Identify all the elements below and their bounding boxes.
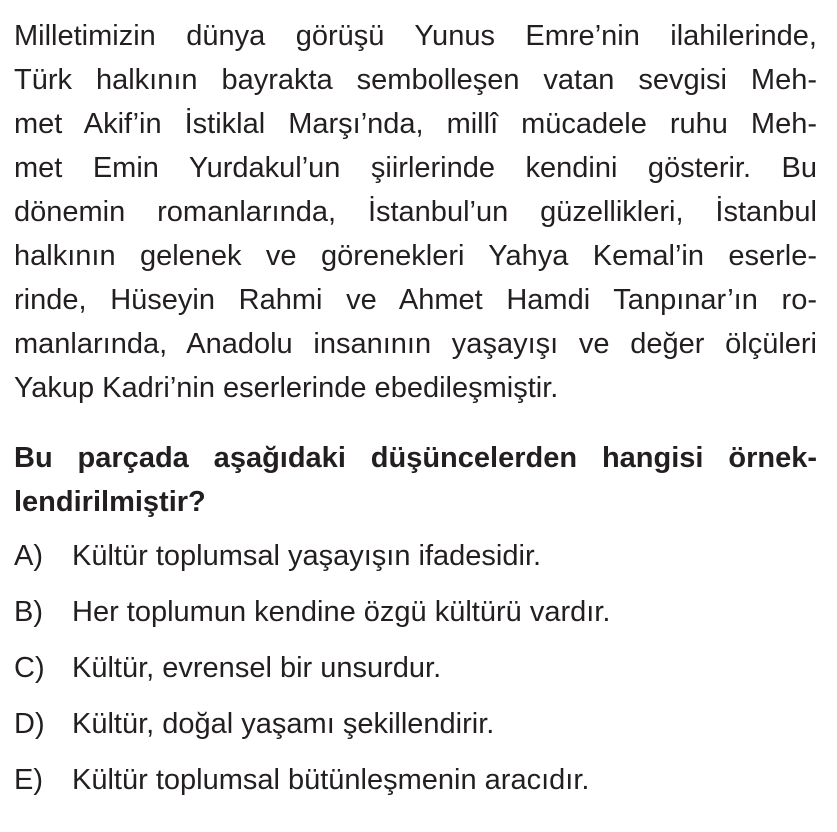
- option-text: Her toplumun kendine özgü kültürü vardır.: [72, 596, 611, 628]
- option-letter: C): [14, 652, 45, 684]
- option-a[interactable]: [14, 534, 817, 590]
- passage-line: dönemin romanlarında, İstanbul’un güzellikleri, İstanbul: [14, 196, 817, 228]
- passage-line: met Emin Yurdakul’un şiirlerinde kendini gösterir. Bu: [14, 152, 817, 184]
- option-c[interactable]: [14, 646, 817, 702]
- passage-text: [14, 14, 817, 410]
- option-letter: E): [14, 764, 43, 796]
- option-b[interactable]: [14, 590, 817, 646]
- option-letter: B): [14, 596, 43, 628]
- passage-line: halkının gelenek ve görenekleri Yahya Kemal’in eserle-: [14, 240, 817, 272]
- passage-line: met Akif’in İstiklal Marşı’nda, millî mücadele ruhu Meh-: [14, 108, 817, 140]
- option-d[interactable]: [14, 702, 817, 758]
- option-text: Kültür toplumsal yaşayışın ifadesidir.: [72, 540, 542, 572]
- passage-line: Türk halkının bayrakta sembolleşen vatan sevgisi Meh-: [14, 64, 817, 96]
- question-line: Bu parçada aşağıdaki düşüncelerden hangisi örnek-: [14, 442, 817, 474]
- option-text: Kültür, evrensel bir unsurdur.: [72, 652, 442, 684]
- passage-line: manlarında, Anadolu insanının yaşayışı ve değer ölçüleri: [14, 328, 817, 360]
- answer-options: [14, 534, 817, 814]
- option-letter: A): [14, 540, 43, 572]
- option-e[interactable]: [14, 758, 817, 814]
- passage-line: Yakup Kadri’nin eserlerinde ebedileşmiştir.: [14, 372, 559, 404]
- question-stem: [14, 436, 817, 524]
- option-text: Kültür, doğal yaşamı şekillendirir.: [72, 708, 495, 740]
- passage-line: Milletimizin dünya görüşü Yunus Emre’nin ilahilerinde,: [14, 20, 817, 52]
- option-text: Kültür toplumsal bütünleşmenin aracıdır.: [72, 764, 590, 796]
- passage-line: rinde, Hüseyin Rahmi ve Ahmet Hamdi Tanpınar’ın ro-: [14, 284, 817, 316]
- question-line: lendirilmiştir?: [14, 486, 206, 518]
- option-letter: D): [14, 708, 45, 740]
